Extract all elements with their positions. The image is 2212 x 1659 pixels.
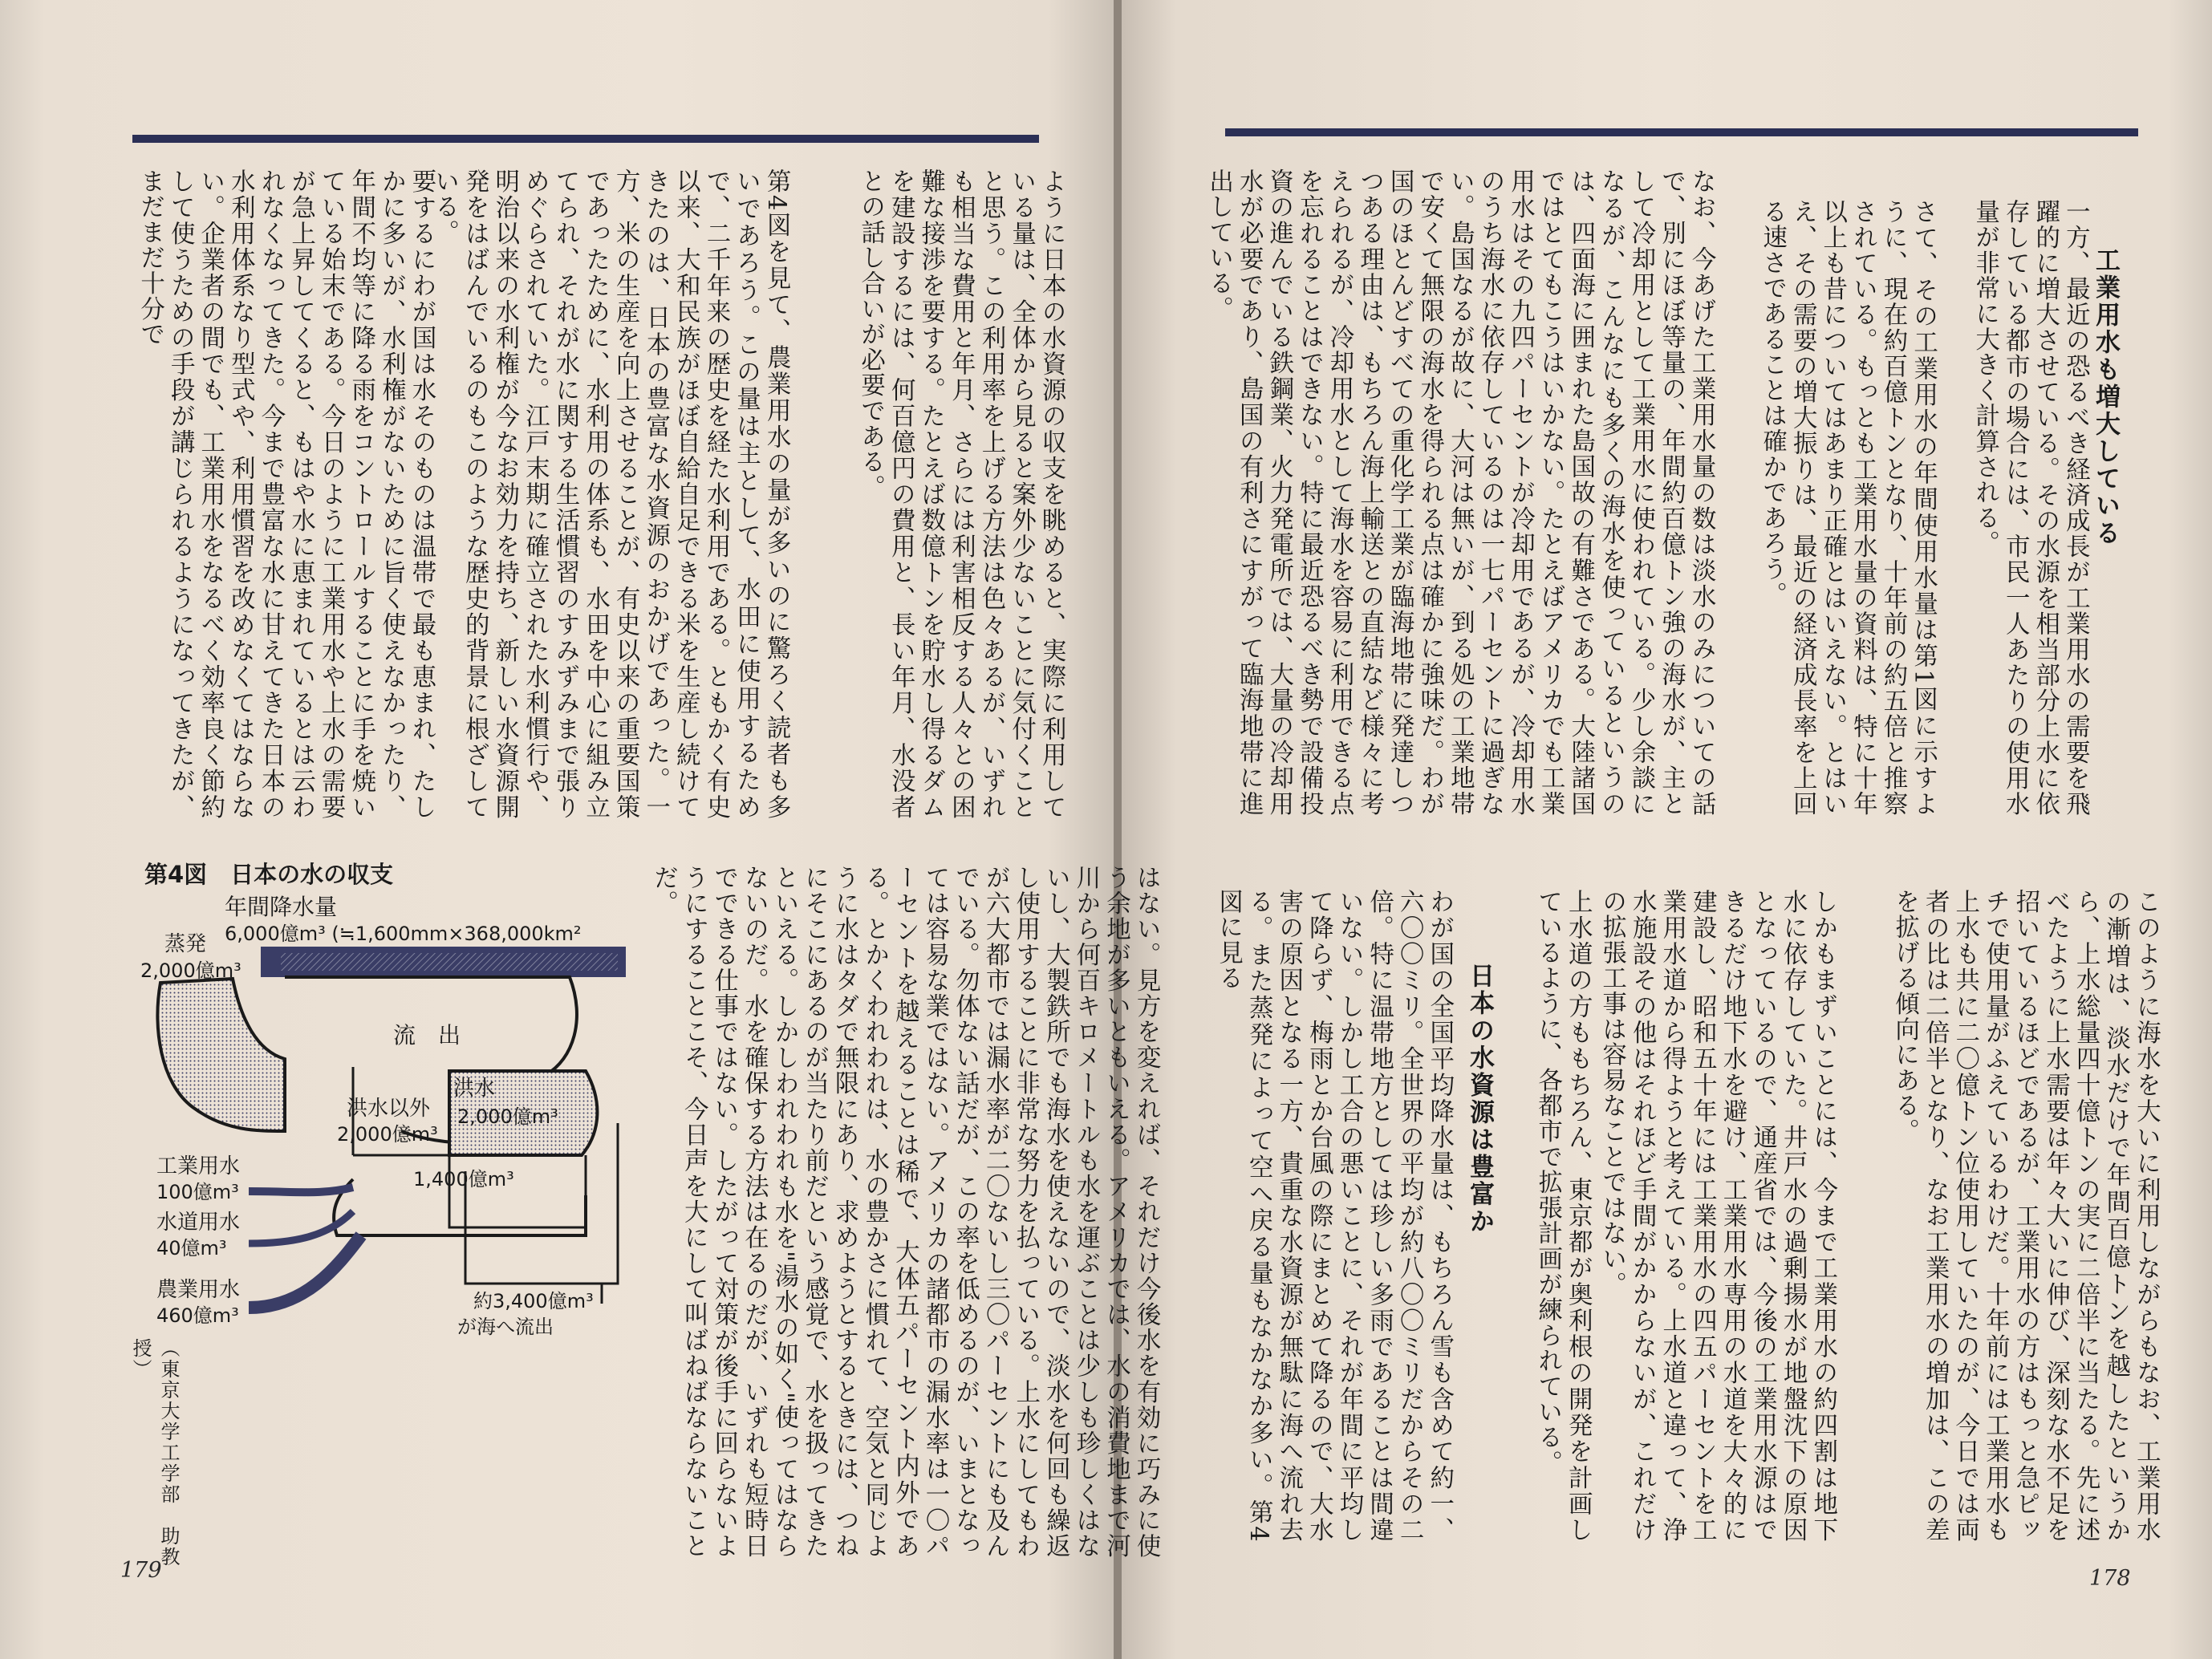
evap-value: 2,000億m³ [140,959,241,982]
agri-value: 460億m³ [156,1304,239,1327]
right-paragraph-2: さて、その工業用水の年間使用水量は第1図に示すように、現在約百億トンとなり、十年前の約五倍と推察されている。もっとも工業用水量の資料は、特に十年以上も昔についてはあまり正確とはいえない。とはいえ、その需要の増大振りは、最近の経済成長率を上回る速さであることは確かであろう。 [1758,199,1938,817]
right-paragraph-3: なお、今あげた工業用水量の数は淡水のみについての話で、別にほぼ等量の、年間約百億トン強の海水が、主として冷却用として工業用水に使われている。少し余談になるが、こんなにも多くの海水を使っているというのは、四面海に囲まれた島国故の有難さである。大陸諸国ではとてもこうはいかない。たとえばアメリカでも工業用水はその九四パーセントが冷却用であるが、冷却用水のうち海水に依存しているのは一七パーセントに過ぎない。島国なるが故に、大河は無いが、到る処の工業地帯で安くて無限の海水を得られる点は確かに強味だ。わが国のほとんどすべての重化学工業が臨海地帯に発達しつつある理由は、もちろん海上輸送との直結など様々に考えられるが、冷却用水として海水を容易に利用できる点を忘れることはできない。特に最近恐るべき勢で設備投資の進んでいる鉄鋼業、火力発電所では、大量の冷却用水が必要であり、島国の有利さにすがって臨海地帯に進出している。 [1204,168,1716,817]
right-bottom-paragraph-2: しかもまずいことには、今まで工業用水の約四割は地下水に依存していた。井戸水の過剰揚水が地盤沈下の原因となっているので、通産省では、今後の工業用水源はできるだけ地下水を避け、工業用水専用の水道を大々的に建設し、昭和五十年には工業用水の四五パーセントを工業用水道から得ようと考えている。上水道と違って、浄水施設その他はそれほど手間がかからないが、これだけの拡張工事は容易なことではない。 [1597,889,1837,1543]
left-paragraph-1: ように日本の水資源の収支を眺めると、実際に利用している量は、全体から見ると案外少ないことに気付くことと思う。この利用率を上げる方法は色々あるが、いずれも相当な費用と年月、さらには利害相反する人々との困難な接渉を要する。たとえば数億トンを貯水し得るダムを建設するには、何百億円の費用と、長い年月、水没者との話し合いが必要である。 [856,168,1066,820]
evaporation-flow [157,979,285,1131]
flood-label: 洪水 [453,1077,496,1101]
waterworks-flow [249,1211,353,1243]
author-note: （東京大学工学部 助教授） [129,1338,180,1568]
precip-label: 年間降水量 [225,894,338,920]
residual-value: 1,400億m³ [413,1168,514,1191]
waterworks-value: 40億m³ [156,1237,227,1259]
left-page-header-rule [132,135,1039,143]
evap-label: 蒸発 [164,932,207,956]
nonflood-label: 洪水以外 [347,1097,431,1121]
right-bottom-paragraph-3: 上水道の方ももちろん、東京都が奥利根の開発を計画しているように、各都市で拡張計画が練られている。 [1533,889,1593,1543]
left-bottom-text: はない。見方を変えれば、それだけ今後水を有効に巧みに使う余地が多いともいえる。アメリカでは、水の消費地まで河川から何百キロメートルも水を運ぶことは少しも珍しくはないし、大製鉄所でも海水を使えないので、淡水を何回も繰返し使用することに非常な努力を払っている。上水にしてもわが六大都市では漏水率が二〇ないし三〇パーセントにも及んでいる。勿体ない話だが、この率を低めるのが、いまとなっては容易な業ではない。アメリカの諸都市の漏水率は一〇パーセントを越えることは稀で、大体五パーセント内外である。とかくわれわれは、水の豊かさに慣れて、空気と同じように水はタダで無限にあり、求めようとするときには、つねにそこにあるのが当たり前だという感覚で、水を扱ってきたといえる。しかしわれわれも水を"湯水の如く"使ってはならないのだ。水を確保する方法は在るのだが、いずれも短時日でできる仕事ではない。したがって対策が後手に回らないようにすることこそ、今日声を大にして叫ばねばならないことだ。 [649,865,1161,1559]
left-paragraph-3: 要するにわが国は水そのものは温帯で最も恵まれ、たしかに多いが、水利権がないために旨く使えなかったり、年間不均等に降る雨をコントロールすることに手を焼いている始末である。今日のように工業用水や上水の需要が急上昇してくると、もはや水に恵まれているとは云われなくなってきた。今まで豊富な水に甘えてきた日本の水利用体系なり型式や、利用慣習を改めなくてはならない。企業者の間でも、工業用水をなるべく効率良く節約して使うための手段が講じられるようになってきたが、まだまだ十分で [136,168,436,820]
right-paragraph-1: 一方、最近の恐るべき経済成長が工業用水の需要を飛躍的に増大させている。その水源を相当部分上水に依存している都市の場合には、市民一人あたりの使用水量が非常に大きく計算される。 [1971,199,2090,817]
industrial-flow [249,1187,353,1192]
sea-value: 約3,400億m³ [473,1290,594,1312]
agri-label: 農業用水 [156,1278,241,1302]
page-number-left: 179 [120,1558,162,1583]
precip-value: 6,000億m³ (≒1,600mm×368,000km² [225,923,582,945]
figure-title: 第4図 日本の水の収支 [144,861,394,888]
right-bottom-paragraph-4: わが国の全国平均降水量は、もちろん雪も含めて約一、六〇〇ミリ。全世界の平均が約八〇〇ミリだからその二倍。特に温帯地方としては珍しい多雨であることは間違いない。しかし工合の悪いことに、それが年間に平均して降らず、梅雨とか台風の際にまとめて降るので、大水害の原因となる一方、貴重な水資源が無駄に海へ流れ去る。また蒸発によって空へ戻る量もなかなか多い。第4図に見る [1214,889,1454,1543]
industrial-label: 工業用水 [156,1154,241,1178]
section-heading-industrial-water: 工業用水も増大している [2091,247,2120,547]
right-bottom-paragraph-1: このように海水を大いに利用しながらもなお、工業用水の漸増は、淡水だけで年間百億トンを越したというから、上水総量四十億トンの実に二倍半に当たる。先に述べたように上水需要は年々大いに伸び、深刻な水不足を招いているほどであるが、工業用水の方はもっと急ピッチで使用量がふえているわけだ。十年前には工業用水も上水も共に二〇億トン位使用していたのが、今日では両者の比は二倍半となり、なお工業用水の増加は、この差を拡げる傾向にある。 [1890,889,2161,1543]
sea-label: が海へ流出 [457,1316,554,1338]
section-heading-water-resources: 日本の水資源は豊富か [1465,963,1494,1235]
flood-value: 2,000億m³ [457,1105,558,1128]
left-paragraph-2: 第4図を見て、農業用水の量が多いのに驚ろく読者も多いであろう。この量は主として、水田に使用するためで、二千年来の歴史を経た水利用である。ともかく有史以来、大和民族がほぼ自給自足できる米を生産し続けてきたのは、日本の豊富な水資源のおかげであった。一方、米の生産を向上させることが、有史以来の重要国策であったために、水利用の体系も、水田を中心に組み立てられ、それが水に関する生活慣習のすみずみまで張りめぐらされていた。江戸末期に確立された水利慣行や、明治以来の水利権が今なお効力を持ち、新しい水資源開発をはばんでいるのもこのような歴史的背景に根ざしている。 [430,168,791,820]
waterworks-label: 水道用水 [156,1211,241,1235]
outflow-label: 流 出 [393,1022,461,1049]
right-page-header-rule [1225,128,2138,136]
water-balance-diagram [136,890,634,1372]
page-number-right: 178 [2089,1566,2131,1591]
nonflood-value: 2,000億m³ [337,1123,438,1146]
industrial-value: 100億m³ [156,1181,239,1203]
